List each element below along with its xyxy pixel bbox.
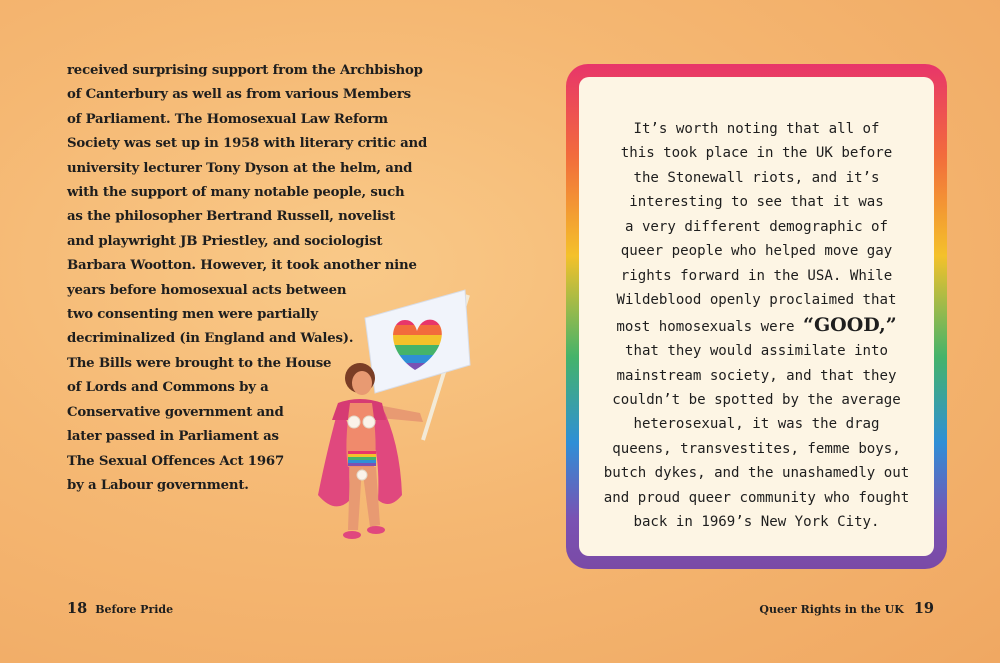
running-head: Before Pride: [95, 603, 174, 616]
callout-line: queens, transvestites, femme boys,: [612, 440, 901, 457]
callout-line: queer people who helped move gay: [620, 243, 893, 260]
callout-line: Wildeblood openly proclaimed that: [616, 292, 897, 309]
callout-line: couldn’t be spotted by the average: [612, 391, 901, 408]
callout-box: [566, 64, 947, 569]
callout-line: interesting to see that it was: [629, 194, 884, 211]
body-line: university lecturer Tony Dyson at the helm, and: [67, 160, 413, 176]
callout-line: and proud queer community who fought: [603, 489, 910, 506]
body-line: two consenting men were partially: [67, 307, 318, 323]
body-line: later passed in Parliament as: [67, 429, 279, 445]
body-line: of Lords and Commons by a: [67, 380, 269, 396]
body-line: The Bills were brought to the House: [67, 355, 332, 371]
callout-text: [579, 77, 934, 556]
running-head: Queer Rights in the UK: [759, 603, 904, 616]
rainbow-heart-flag-icon: [365, 290, 470, 393]
page-number: 18: [67, 600, 88, 617]
callout-line: this took place in the UK before: [620, 145, 893, 162]
body-line: of Parliament. The Homosexual Law Reform: [67, 111, 388, 127]
page-number: 19: [913, 600, 934, 617]
body-line: Conservative government and: [67, 404, 284, 420]
body-line: Barbara Wootton. However, it took another nine: [67, 258, 417, 274]
footer-right: [759, 598, 934, 617]
callout-emphasis: “GOOD,”: [803, 313, 897, 336]
body-line: years before homosexual acts between: [67, 282, 347, 298]
callout-line: back in 1969’s New York City.: [633, 514, 880, 531]
callout-line: that they would assimilate into: [624, 343, 889, 360]
body-line: with the support of many notable people, such: [67, 185, 405, 201]
callout-line-prefix: most homosexuals were: [616, 318, 804, 335]
body-line: of Canterbury as well as from various Members: [67, 87, 411, 103]
footer-left: [67, 598, 173, 617]
body-line: Society was set up in 1958 with literary critic and: [67, 136, 428, 152]
callout-line: [579, 313, 934, 339]
body-line: by a Labour government.: [67, 477, 249, 493]
body-line: received surprising support from the Archbishop: [67, 63, 423, 78]
callout-line: a very different demographic of: [624, 218, 889, 235]
callout-line: heterosexual, it was the drag: [633, 416, 880, 433]
flag-bearer-illustration: [290, 285, 475, 564]
callout-line: butch dykes, and the unashamedly out: [603, 465, 910, 482]
body-line: decriminalized (in England and Wales).: [67, 331, 354, 347]
callout-line: It’s worth noting that all of: [633, 121, 880, 137]
body-line: and playwright JB Priestley, and sociologist: [67, 233, 383, 249]
body-line: as the philosopher Bertrand Russell, novelist: [67, 209, 396, 225]
callout-line: the Stonewall riots, and it’s: [633, 169, 880, 186]
callout-line: rights forward in the USA. While: [620, 267, 893, 284]
callout-line: mainstream society, and that they: [616, 367, 897, 384]
flag-bearer-illustration-svg: [290, 285, 475, 560]
body-line: The Sexual Offences Act 1967: [67, 453, 285, 469]
